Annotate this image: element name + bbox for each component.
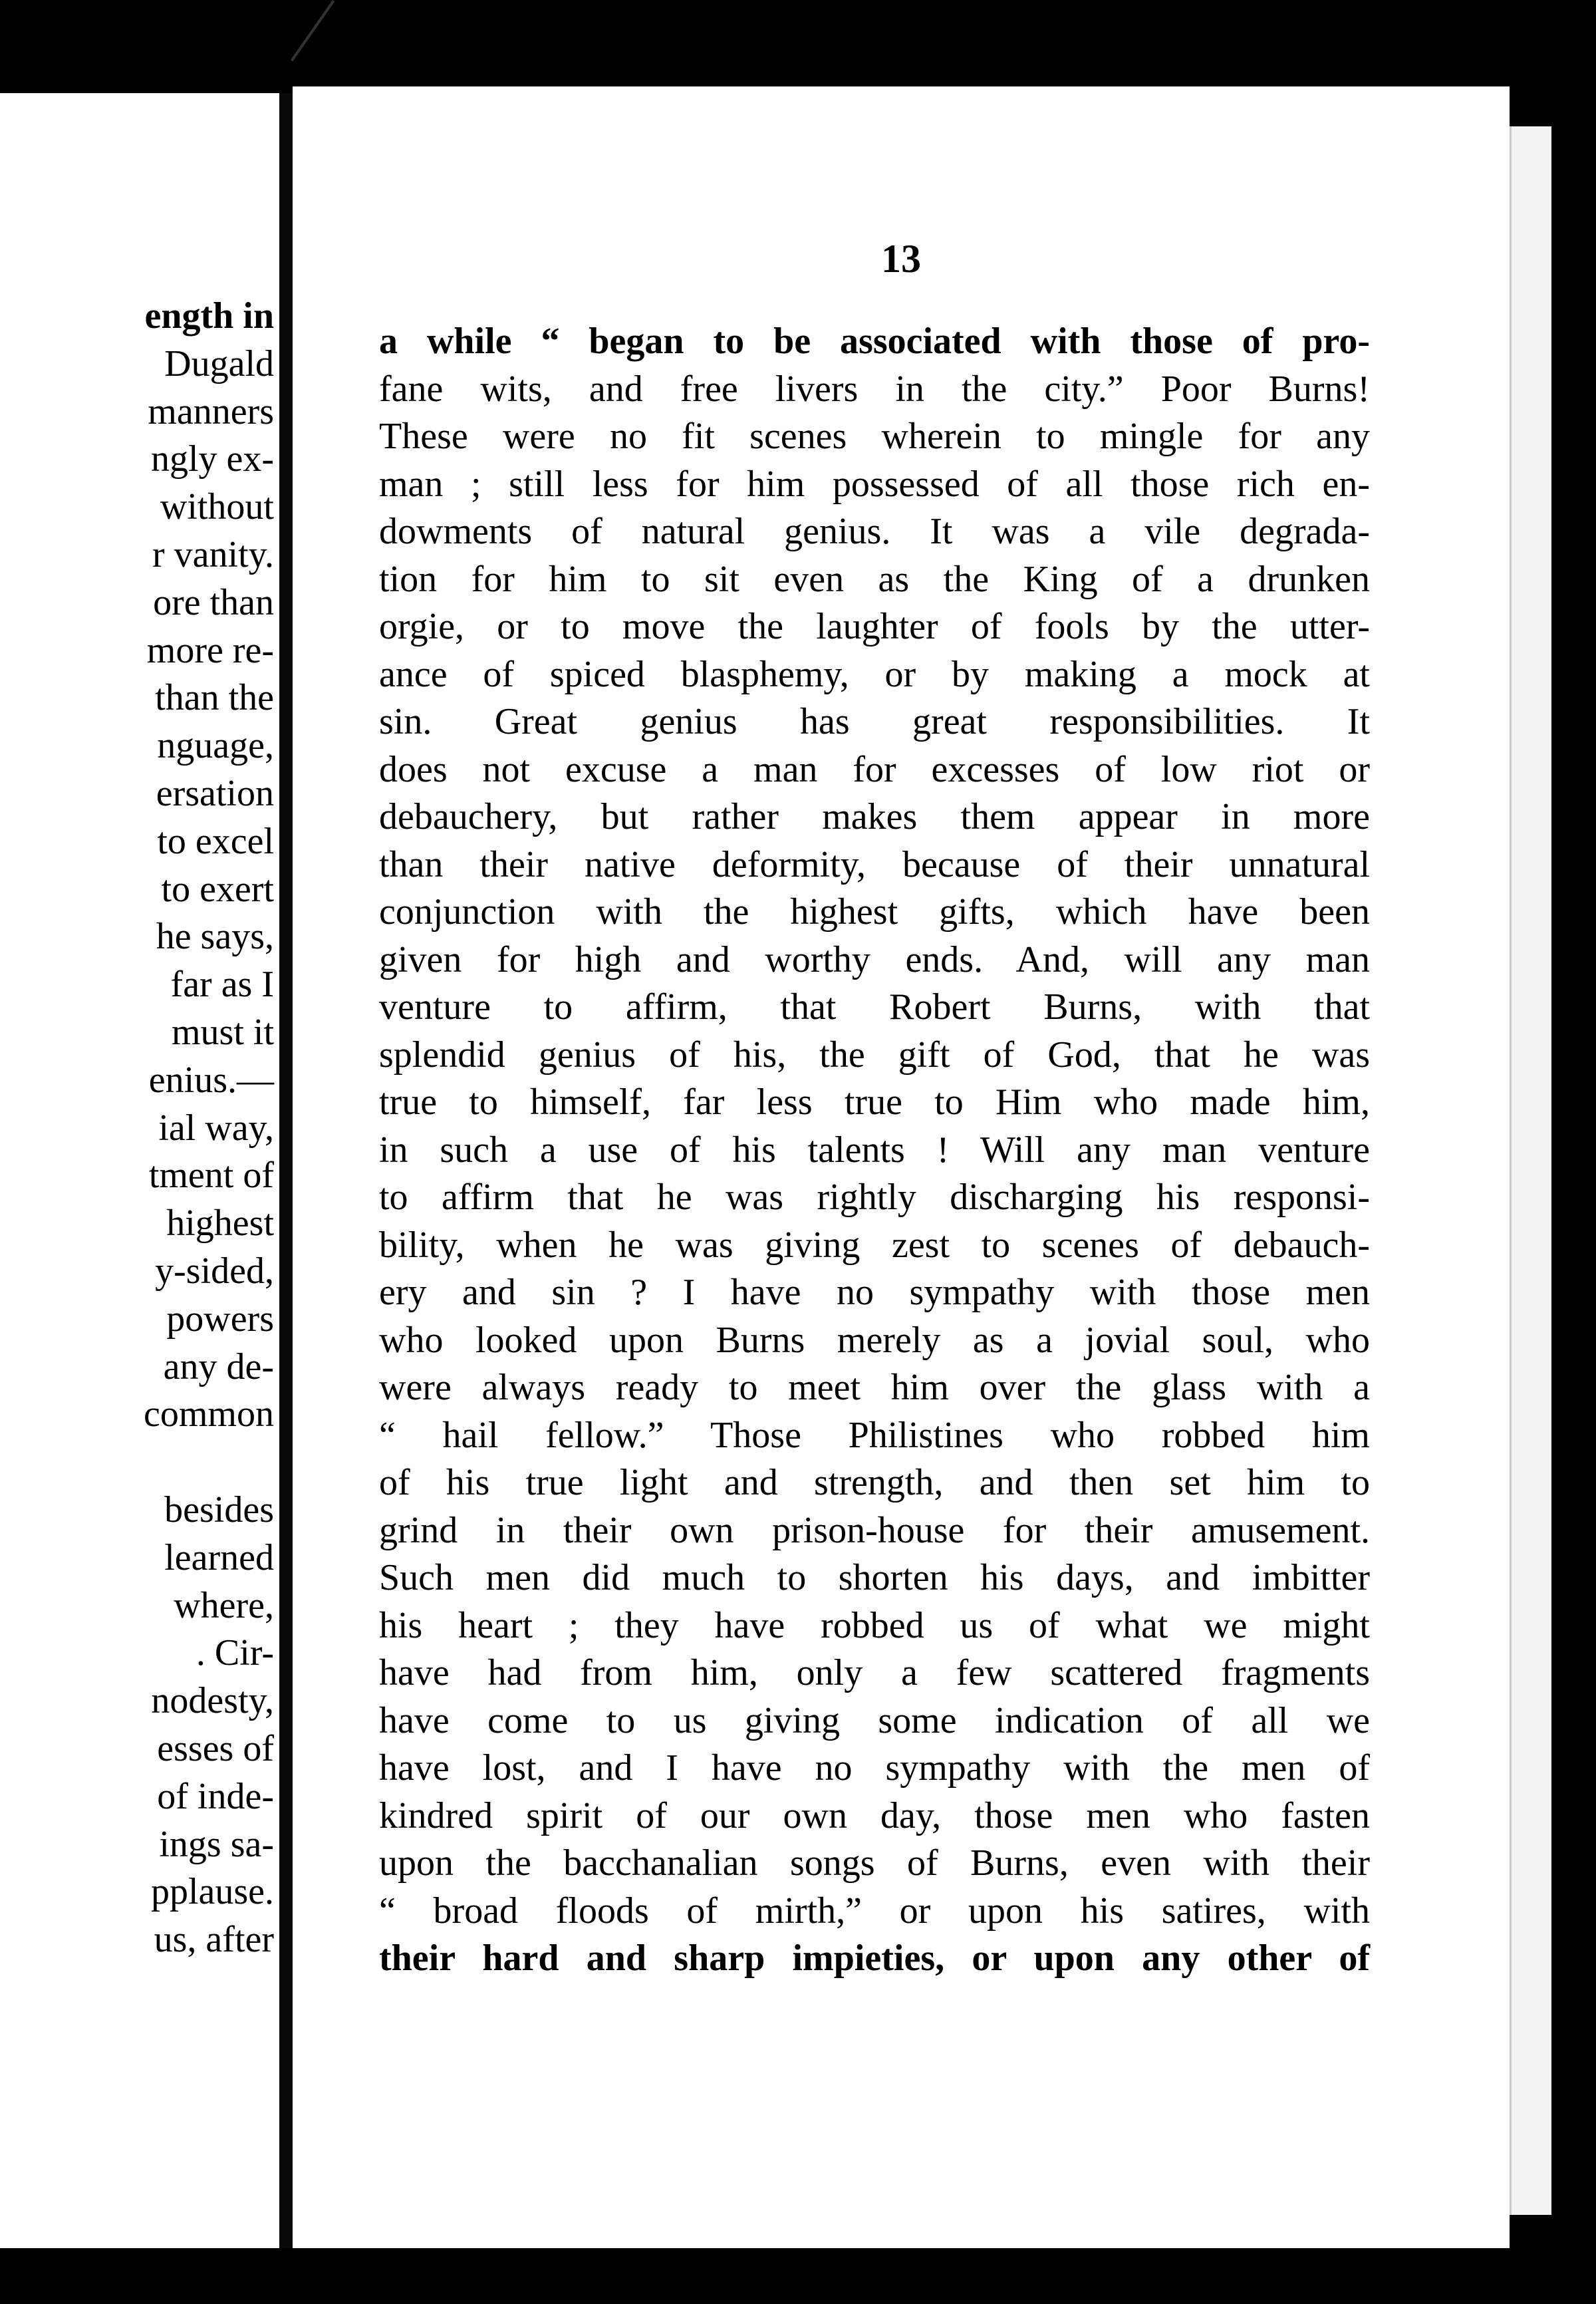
text-line: conjunction with the highest gifts, which have been xyxy=(379,891,1370,933)
text-line: tion for him to sit even as the King of a drunken xyxy=(379,558,1370,600)
previous-page-line: tment of xyxy=(148,1155,274,1197)
page-body-text xyxy=(379,318,1370,1983)
previous-page-line: of inde- xyxy=(157,1775,274,1817)
previous-page-line: nguage, xyxy=(157,725,274,767)
text-line: have come to us giving some indication of all we xyxy=(379,1699,1370,1741)
text-line: grind in their own prison-house for their amusement. xyxy=(379,1509,1370,1551)
text-line: does not excuse a man for excesses of low riot or xyxy=(379,748,1370,790)
previous-page-line: he says, xyxy=(156,916,274,958)
previous-page-line: ngly ex- xyxy=(150,438,274,480)
text-line: ery and sin ? I have no sympathy with those men xyxy=(379,1272,1370,1313)
previous-page-line: without xyxy=(160,486,274,528)
text-line: “ hail fellow.” Those Philistines who robbed him xyxy=(379,1414,1370,1456)
previous-page-fragment xyxy=(0,93,279,2248)
previous-page-line: far as I xyxy=(170,964,274,1006)
previous-page-line: besides xyxy=(164,1489,274,1530)
previous-page-line: ength in xyxy=(144,295,274,337)
previous-page-line: must it xyxy=(171,1011,274,1053)
text-line: of his true light and strength, and then set him to xyxy=(379,1462,1370,1503)
previous-page-line: ore than xyxy=(153,581,274,623)
previous-page-line: enius.— xyxy=(148,1059,274,1101)
text-line: true to himself, far less true to Him who made him, xyxy=(379,1081,1370,1123)
text-line: orgie, or to move the laughter of fools by the utter- xyxy=(379,606,1370,647)
text-line: were always ready to meet him over the glass with a xyxy=(379,1367,1370,1408)
text-line: have lost, and I have no sympathy with the men of xyxy=(379,1747,1370,1789)
text-line: debauchery, but rather makes them appear in more xyxy=(379,796,1370,837)
previous-page-line: esses of xyxy=(157,1727,274,1769)
text-line: kindred spirit of our own day, those men who fasten xyxy=(379,1795,1370,1836)
book-gutter xyxy=(279,93,293,2248)
previous-page-line: where, xyxy=(174,1584,274,1626)
text-line: man ; still less for him possessed of all those rich en- xyxy=(379,463,1370,505)
previous-page-line: learned xyxy=(164,1536,274,1578)
text-line: dowments of natural genius. It was a vile degrada- xyxy=(379,511,1370,552)
previous-page-line: pplause. xyxy=(150,1871,274,1913)
text-line: given for high and worthy ends. And, will any man xyxy=(379,938,1370,980)
previous-page-line: nodesty, xyxy=(151,1680,274,1722)
page-edge xyxy=(1510,126,1551,2215)
text-line: splendid genius of his, the gift of God, that he was xyxy=(379,1034,1370,1076)
text-line: than their native deformity, because of their unnatural xyxy=(379,843,1370,885)
previous-page-line: ial way, xyxy=(158,1107,274,1149)
previous-page-line: common xyxy=(144,1393,274,1435)
text-line: Such men did much to shorten his days, and imbitter xyxy=(379,1557,1370,1598)
book-page xyxy=(293,86,1510,2248)
text-line: “ broad floods of mirth,” or upon his satires, with xyxy=(379,1890,1370,1932)
previous-page-line: highest xyxy=(166,1203,274,1244)
text-line: fane wits, and free livers in the city.” Poor Burns! xyxy=(379,368,1370,410)
previous-page-line: to excel xyxy=(157,820,274,862)
previous-page-line: . Cir- xyxy=(196,1632,274,1674)
text-line: sin. Great genius has great responsibilities. It xyxy=(379,701,1370,742)
previous-page-line: Dugald xyxy=(164,343,274,384)
text-line: to affirm that he was rightly discharging his responsi- xyxy=(379,1177,1370,1218)
text-line: bility, when he was giving zest to scenes of debauch- xyxy=(379,1224,1370,1266)
text-line: who looked upon Burns merely as a jovial soul, who xyxy=(379,1319,1370,1361)
text-line: have had from him, only a few scattered fragments xyxy=(379,1652,1370,1693)
previous-page-line: than the xyxy=(155,677,274,719)
scan-mark xyxy=(291,0,334,61)
text-line: in such a use of his talents ! Will any man venture xyxy=(379,1129,1370,1171)
text-line: These were no fit scenes wherein to mingle for any xyxy=(379,416,1370,457)
previous-page-line: manners xyxy=(148,390,274,432)
previous-page-line: y-sided, xyxy=(155,1250,274,1292)
previous-page-line: more re- xyxy=(146,629,274,671)
previous-page-line: us, after xyxy=(154,1919,274,1961)
text-line: their hard and sharp impieties, or upon any other of xyxy=(379,1938,1370,1979)
previous-page-line: powers xyxy=(166,1298,274,1340)
text-line: ance of spiced blasphemy, or by making a mock at xyxy=(379,653,1370,695)
previous-page-line: to exert xyxy=(161,868,274,910)
text-line: his heart ; they have robbed us of what we might xyxy=(379,1604,1370,1646)
previous-page-text xyxy=(0,293,274,1964)
text-line: venture to affirm, that Robert Burns, with that xyxy=(379,986,1370,1028)
page-number: 13 xyxy=(881,237,921,281)
previous-page-line: r vanity. xyxy=(152,533,274,575)
previous-page-line: any de- xyxy=(163,1346,274,1387)
text-line: a while “ began to be associated with those of pro- xyxy=(379,321,1370,362)
previous-page-line: ings sa- xyxy=(159,1823,274,1865)
previous-page-line: ersation xyxy=(156,772,274,814)
previous-page-line xyxy=(0,1439,274,1487)
text-line: upon the bacchanalian songs of Burns, even with their xyxy=(379,1842,1370,1884)
